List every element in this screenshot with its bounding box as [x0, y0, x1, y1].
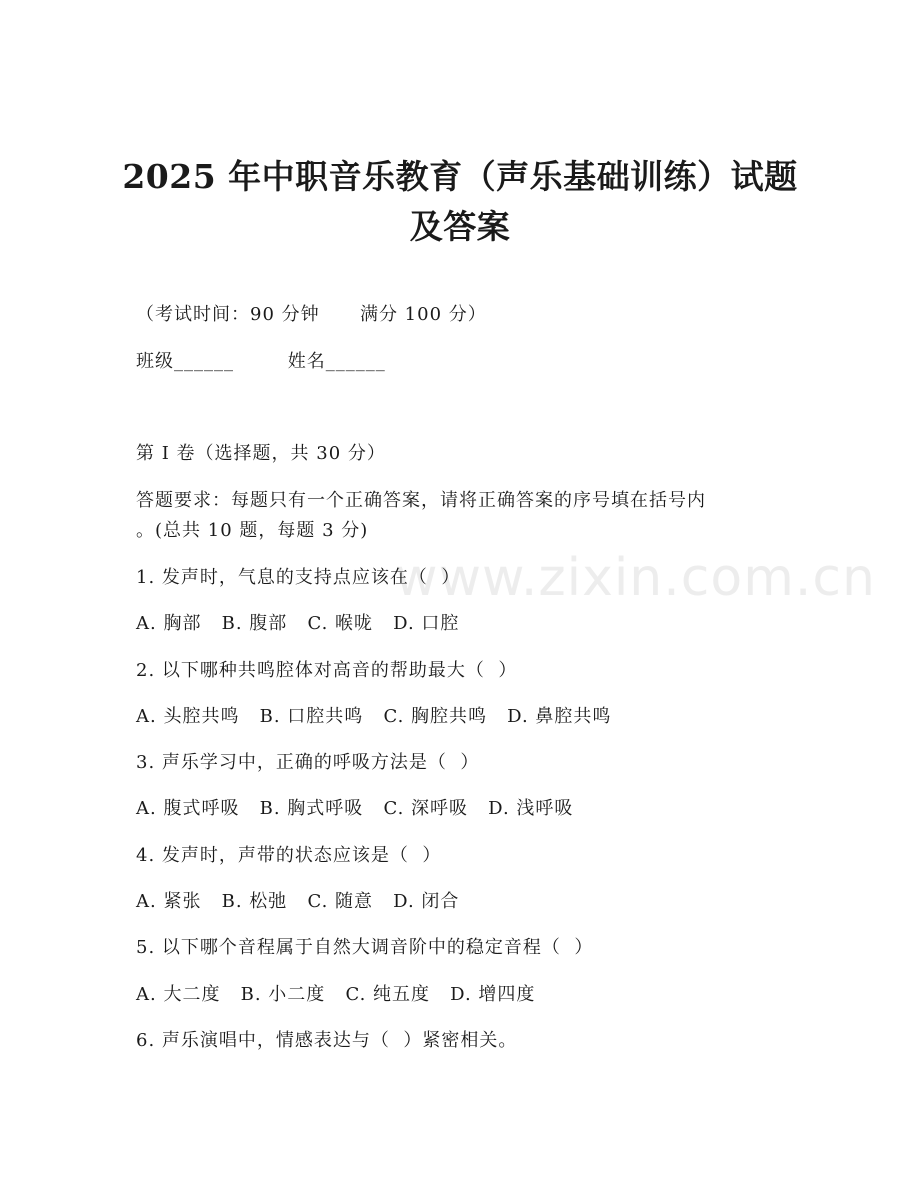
question-stem: 3. 声乐学习中，正确的呼吸方法是（ ）: [136, 752, 480, 773]
question-stem: 4. 发声时，声带的状态应该是（ ）: [136, 845, 442, 866]
exam-info: （考试时间：90 分钟 满分 100 分）: [136, 304, 487, 325]
question-options: A. 头腔共鸣 B. 口腔共鸣 C. 胸腔共鸣 D. 鼻腔共鸣: [136, 706, 612, 727]
question-options: A. 腹式呼吸 B. 胸式呼吸 C. 深呼吸 D. 浅呼吸: [136, 798, 574, 819]
question-options: A. 紧张 B. 松弛 C. 随意 D. 闭合: [136, 891, 460, 912]
question-stem: 1. 发声时，气息的支持点应该在（ ）: [136, 567, 461, 588]
watermark: www.zixin.com.cn: [395, 548, 876, 608]
instructions-line1: 答题要求：每题只有一个正确答案，请将正确答案的序号填在括号内: [136, 490, 706, 511]
section-heading: 第 I 卷（选择题，共 30 分）: [136, 443, 386, 464]
question-options: A. 大二度 B. 小二度 C. 纯五度 D. 增四度: [136, 984, 536, 1005]
question-options: A. 胸部 B. 腹部 C. 喉咙 D. 口腔: [136, 613, 460, 634]
question-stem: 5. 以下哪个音程属于自然大调音阶中的稳定音程（ ）: [136, 937, 594, 958]
document-title-line1: 2025 年中职音乐教育（声乐基础训练）试题: [122, 157, 798, 196]
student-info: 班级______ 姓名______: [136, 351, 386, 372]
document-title-line2: 及答案: [409, 207, 511, 246]
question-stem: 6. 声乐演唱中，情感表达与（ ）紧密相关。: [136, 1030, 518, 1051]
instructions-line2: 。(总共 10 题，每题 3 分): [136, 520, 369, 541]
question-stem: 2. 以下哪种共鸣腔体对高音的帮助最大（ ）: [136, 660, 518, 681]
